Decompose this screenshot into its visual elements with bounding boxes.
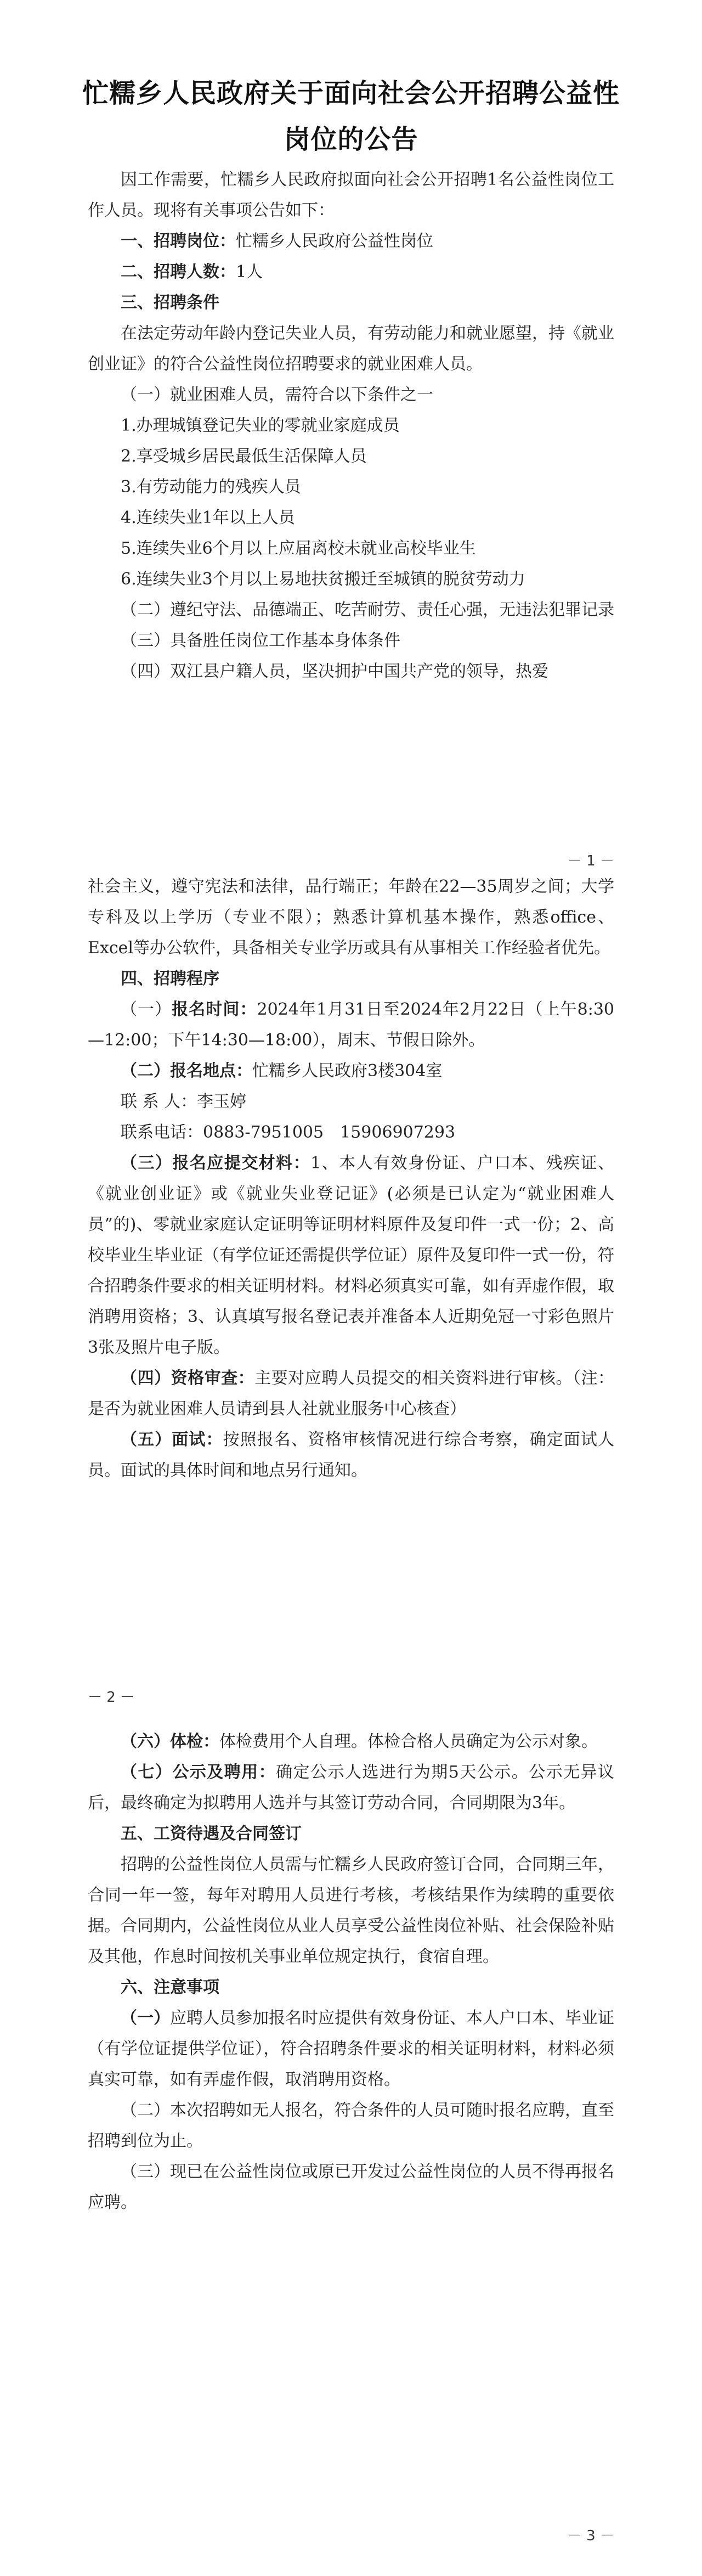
list-item: 5.连续失业6个月以上应届离校未就业高校毕业生 xyxy=(121,539,476,558)
condition-3: （三）具备胜任岗位工作基本身体条件 xyxy=(121,631,400,650)
section-4-heading: 四、招聘程序 xyxy=(121,969,219,988)
intro-paragraph: 因工作需要，忙糯乡人民政府拟面向社会公开招聘1名公益性岗位工作人员。现将有关事项公告如下： xyxy=(88,170,614,220)
medical-exam-label: （六）体检： xyxy=(121,1732,219,1751)
list-item: 2.享受城乡居民最低生活保障人员 xyxy=(121,447,367,466)
section-2-text: 1人 xyxy=(236,262,263,282)
contact-phone: 联系电话：0883-7951005 15906907293 xyxy=(121,1123,456,1142)
note-1 xyxy=(88,2003,614,2095)
materials-label: （三）报名应提交材料： xyxy=(121,1154,311,1173)
section-5-heading: 五、工资待遇及合同签订 xyxy=(121,1824,302,1843)
registration-place xyxy=(88,1056,614,1087)
page-1 xyxy=(88,165,614,687)
publicity-hiring xyxy=(88,1757,614,1819)
page-2 xyxy=(88,871,614,1486)
section-3-intro: 在法定劳动年龄内登记失业人员，有劳动能力和就业愿望，持《就业创业证》的符合公益性岗位招聘要求的就业困难人员。 xyxy=(88,324,614,374)
condition-4-continued: 社会主义，遵守宪法和法律，品行端正；年龄在22—35周岁之间；大学专科及以上学历（专业不限）；熟悉计算机基本操作，熟悉office、Excel等办公软件，具备相关专业学历或具有从事相关工作经验者优先。 xyxy=(88,877,614,958)
page-3 xyxy=(88,1726,614,2218)
page-number-2: － 2 － xyxy=(88,1689,135,1706)
page-number-3: － 3 － xyxy=(567,2528,614,2544)
interview-label: （五）面试： xyxy=(121,1430,223,1449)
section-2 xyxy=(88,257,614,288)
qualification-review-label: （四）资格审查： xyxy=(121,1369,255,1388)
note-2: （二）本次招聘如无人报名，符合条件的人员可随时报名应聘，直至招聘到位为止。 xyxy=(88,2101,614,2151)
document-title: 忙糯乡人民政府关于面向社会公开招聘公益性岗位的公告 xyxy=(82,78,620,155)
qualification-review xyxy=(88,1363,614,1425)
materials xyxy=(88,1148,614,1363)
registration-time-text: 2024年1月31日至2024年2月22日（上午8:30—12:00；下午14:30—18:00），周末、节假日除外。 xyxy=(88,1000,615,1050)
interview xyxy=(88,1425,614,1486)
list-item: 6.连续失业3个月以上易地扶贫搬迁至城镇的脱贫劳动力 xyxy=(121,570,525,589)
qualification-review-text: 主要对应聘人员提交的相关资料进行审核。（注：是否为就业困难人员请到县人社就业服务中心核查） xyxy=(88,1369,615,1419)
condition-1: （一）就业困难人员，需符合以下条件之一 xyxy=(121,385,433,404)
registration-time-label: 报名时间： xyxy=(172,1000,257,1019)
registration-time xyxy=(88,994,614,1056)
section-2-heading: 二、招聘人数： xyxy=(121,262,236,282)
registration-place-label: （二）报名地点： xyxy=(121,1061,252,1081)
interview-text: 按照报名、资格审核情况进行综合考察，确定面试人员。面试的具体时间和地点另行通知。 xyxy=(88,1430,615,1480)
section-6-heading: 六、注意事项 xyxy=(121,1978,219,1997)
registration-place-text: 忙糯乡人民政府3楼304室 xyxy=(252,1061,443,1081)
publicity-hiring-text: 确定公示人选进行为期5天公示。公示无异议后，最终确定为拟聘用人选并与其签订劳动合同，合同期限为3年。 xyxy=(88,1763,615,1813)
section-1-text: 忙糯乡人民政府公益性岗位 xyxy=(236,232,433,251)
section-3-heading: 三、招聘条件 xyxy=(121,293,219,312)
list-item: 4.连续失业1年以上人员 xyxy=(121,508,295,527)
section-5-text: 招聘的公益性岗位人员需与忙糯乡人民政府签订合同，合同期三年，合同一年一签，每年对聘用人员进行考核，考核结果作为续聘的重要依据。合同期内，公益性岗位从业人员享受公益性岗位补贴、社会保险补贴及其他，作息时间按机关事业单位规定执行，食宿自理。 xyxy=(88,1855,614,1966)
medical-exam-text: 体检费用个人自理。体检合格人员确定为公示对象。 xyxy=(219,1732,598,1751)
section-1 xyxy=(88,226,614,257)
page-number-1: － 1 － xyxy=(567,853,614,869)
materials-text: 1、本人有效身份证、户口本、残疾证、《就业创业证》或《就业失业登记证》(必须是已认定为“就业困难人员”的)、零就业家庭认定证明等证明材料原件及复印件一式一份；2、高校毕业生毕业证（有学位证还需提供学位证）原件及复印件一式一份，符合招聘条件要求的相关证明材料。材料必须真实可靠，如有弄虚作假，取消聘用资格；3、认真填写报名登记表并准备本人近期免冠一寸彩色照片3张及照片电子版。 xyxy=(88,1154,615,1357)
note-3: （三）现已在公益性岗位或原已开发过公益性岗位的人员不得再报名应聘。 xyxy=(88,2162,614,2212)
contact-person: 联 系 人：李玉婷 xyxy=(121,1092,247,1111)
registration-time-index: （一） xyxy=(121,1000,172,1019)
note-1-text: 应聘人员参加报名时应提供有效身份证、本人户口本、毕业证（有学位证提供学位证），符合招聘条件要求的相关证明材料，材料必须真实可靠，如有弄虚作假，取消聘用资格。 xyxy=(88,2009,614,2089)
section-1-heading: 一、招聘岗位： xyxy=(121,232,236,251)
note-1-index: （一） xyxy=(121,2009,170,2028)
condition-2: （二）遵纪守法、品德端正、吃苦耐劳、责任心强，无违法犯罪记录 xyxy=(121,600,614,620)
condition-4-start: （四）双江县户籍人员，坚决拥护中国共产党的领导，热爱 xyxy=(121,662,548,681)
list-item: 3.有劳动能力的残疾人员 xyxy=(121,477,301,497)
list-item: 1.办理城镇登记失业的零就业家庭成员 xyxy=(121,416,400,435)
publicity-hiring-label: （七）公示及聘用： xyxy=(121,1763,276,1782)
medical-exam xyxy=(88,1726,614,1757)
